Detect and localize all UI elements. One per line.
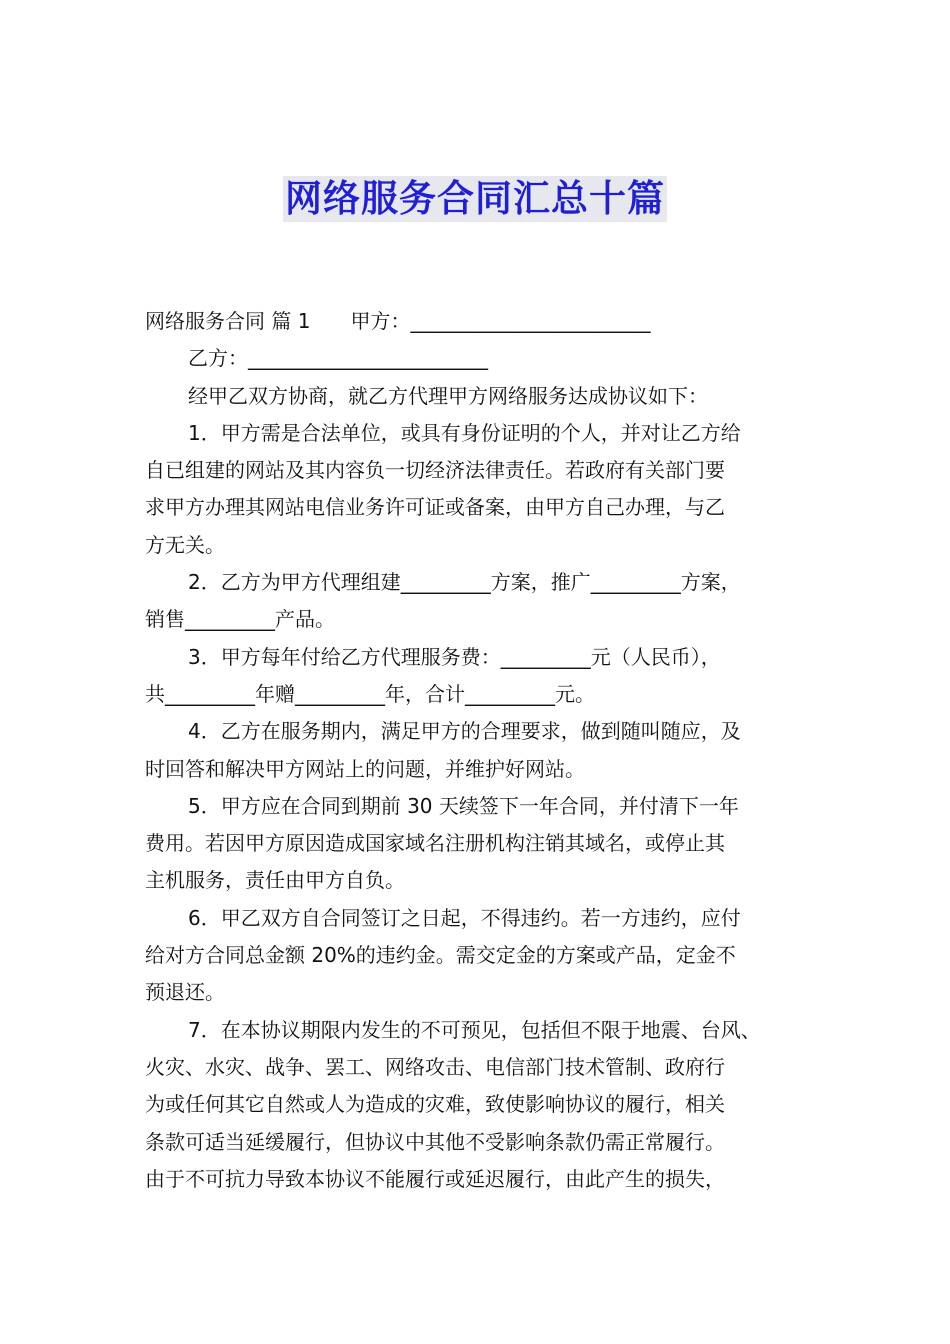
paragraph-line: 销售_________产品。 (145, 607, 335, 632)
paragraph-line: 2．乙方为甲方代理组建_________方案，推广_________方案， (188, 570, 741, 595)
party-a-blank: ________________________ (410, 309, 651, 333)
paragraph-line: 1．甲方需是合法单位，或具有身份证明的个人，并对让乙方给 (188, 420, 741, 445)
paragraph-line: 共_________年赠_________年，合计_________元。 (145, 681, 595, 706)
party-b-line (145, 340, 810, 377)
title-block (0, 176, 950, 222)
paragraph-line: 求甲方办理其网站电信业务许可证或备案，由甲方自己办理，与乙 (145, 495, 725, 520)
party-a-label: 甲方： (350, 309, 411, 333)
party-b-label: 乙方： (188, 346, 248, 371)
paragraph-line: 4．乙方在服务期内，满足甲方的合理要求，做到随叫随应，及 (188, 719, 741, 744)
paragraph-line: 6．甲乙双方自合同签订之日起，不得违约。若一方违约，应付 (188, 905, 741, 930)
document-body (145, 303, 810, 1198)
heading-line (145, 303, 810, 340)
paragraph-line: 时回答和解决甲方网站上的问题，并维护好网站。 (145, 756, 585, 781)
paragraph-line: 条款可适当延缓履行，但协议中其他不受影响条款仍需正常履行。 (145, 1129, 725, 1154)
paragraph-line: 5．甲方应在合同到期前 30 天续签下一年合同，并付清下一年 (188, 793, 739, 818)
party-b-blank: ________________________ (248, 346, 488, 371)
paragraph-line: 自已组建的网站及其内容负一切经济法律责任。若政府有关部门要 (145, 458, 725, 483)
paragraph-line: 给对方合同总金额 20%的违约金。需交定金的方案或产品，定金不 (145, 943, 736, 968)
document-title: 网络服务合同汇总十篇 (285, 177, 665, 220)
paragraph-line: 方无关。 (145, 532, 225, 557)
paragraph-line: 预退还。 (145, 980, 225, 1005)
paragraph-line: 7．在本协议期限内发生的不可预见，包括但不限于地震、台风、 (188, 1017, 761, 1042)
paragraph-line: 经甲乙双方协商，就乙方代理甲方网络服务达成协议如下： (188, 383, 708, 408)
paragraph-line: 为或任何其它自然或人为造成的灾难，致使影响协议的履行，相关 (145, 1092, 725, 1117)
paragraph-line: 主机服务，责任由甲方自负。 (145, 868, 405, 893)
paragraph-line: 费用。若因甲方原因造成国家域名注册机构注销其域名，或停止其 (145, 831, 725, 856)
section-heading: 网络服务合同 篇 1 (145, 309, 311, 333)
paragraph-line: 由于不可抗力导致本协议不能履行或延迟履行，由此产生的损失， (145, 1166, 725, 1191)
paragraph-line: 3．甲方每年付给乙方代理服务费：_________元（人民币）， (188, 644, 721, 669)
paragraph-line: 火灾、水灾、战争、罢工、网络攻击、电信部门技术管制、政府行 (145, 1054, 725, 1079)
